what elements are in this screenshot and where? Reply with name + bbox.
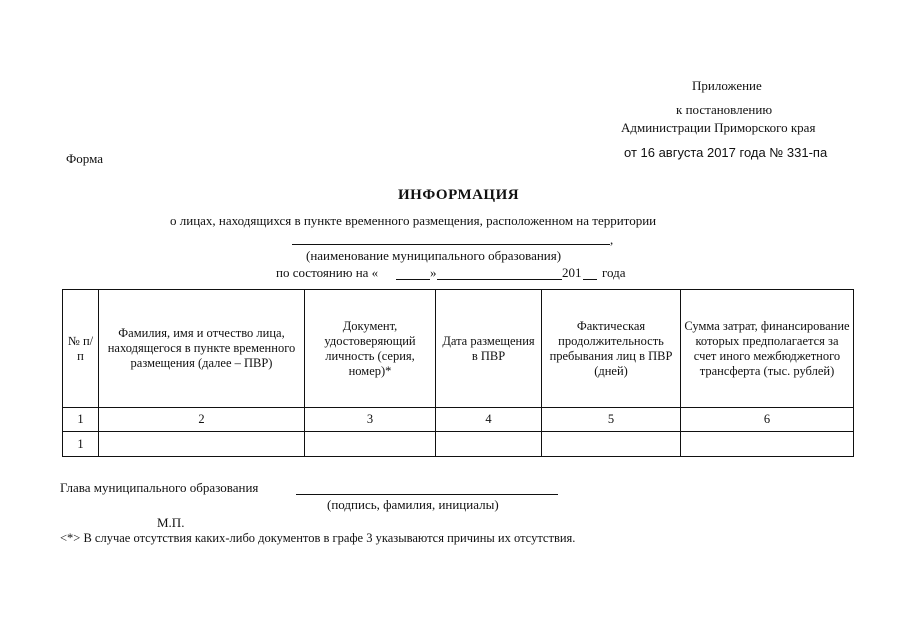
- as-of-quote-close: »: [430, 265, 437, 280]
- column-number-cell: 4: [436, 408, 542, 432]
- administration-label: Администрации Приморского края: [621, 120, 816, 135]
- table-cell: [436, 432, 542, 457]
- table-cell: [681, 432, 854, 457]
- table-cell: 1: [63, 432, 99, 457]
- table-header-cell: Фактическая продолжительность пребывания лиц в ПВР (дней): [542, 290, 681, 408]
- form-label: Форма: [66, 151, 103, 166]
- column-number-cell: 1: [63, 408, 99, 432]
- signature-caption: (подпись, фамилия, инициалы): [327, 497, 499, 512]
- as-of-year-prefix: 201: [562, 265, 582, 280]
- column-numbers-row: [63, 408, 854, 432]
- persons-table: [62, 289, 854, 457]
- table-header-cell: Фамилия, имя и отчество лица, находящегося в пункте временного размещения (далее – ПВР): [99, 290, 305, 408]
- table-header-cell: Документ, удостоверяющий личность (серия, номер)*: [305, 290, 436, 408]
- decree-date-number: от 16 августа 2017 года № 331-па: [624, 145, 828, 160]
- table-cell: [99, 432, 305, 457]
- table-header-cell: Дата размещения в ПВР: [436, 290, 542, 408]
- municipality-comma: ,: [610, 232, 614, 247]
- column-number-cell: 5: [542, 408, 681, 432]
- signature-label: Глава муниципального образования: [60, 480, 259, 495]
- municipality-blank-line: [292, 244, 610, 245]
- decree-label: к постановлению: [676, 102, 773, 117]
- document-subtitle: о лицах, находящихся в пункте временного размещения, расположенном на территории: [170, 213, 657, 228]
- seal-label: М.П.: [157, 515, 185, 530]
- as-of-year-suffix: года: [602, 265, 626, 280]
- column-number-cell: 2: [99, 408, 305, 432]
- as-of-month-blank: [437, 279, 562, 280]
- column-number-cell: 6: [681, 408, 854, 432]
- as-of-year-blank: [583, 279, 597, 280]
- municipality-caption: (наименование муниципального образования): [306, 248, 562, 263]
- document-title: ИНФОРМАЦИЯ: [398, 187, 520, 203]
- as-of-day-blank: [396, 279, 430, 280]
- table-header-row: [63, 290, 854, 408]
- table-cell: [542, 432, 681, 457]
- appendix-label: Приложение: [692, 78, 762, 93]
- table-header-cell: Сумма затрат, финансирование которых предполагается за счет иного межбюджетного трансферта (тыс. рублей): [681, 290, 854, 408]
- table-row: [63, 432, 854, 457]
- footnote: <*> В случае отсутствия каких-либо документов в графе 3 указываются причины их отсутствия.: [60, 531, 576, 545]
- table-cell: [305, 432, 436, 457]
- as-of-prefix: по состоянию на «: [276, 265, 379, 280]
- signature-blank-line: [296, 494, 558, 495]
- column-number-cell: 3: [305, 408, 436, 432]
- table-header-cell: № п/п: [63, 290, 99, 408]
